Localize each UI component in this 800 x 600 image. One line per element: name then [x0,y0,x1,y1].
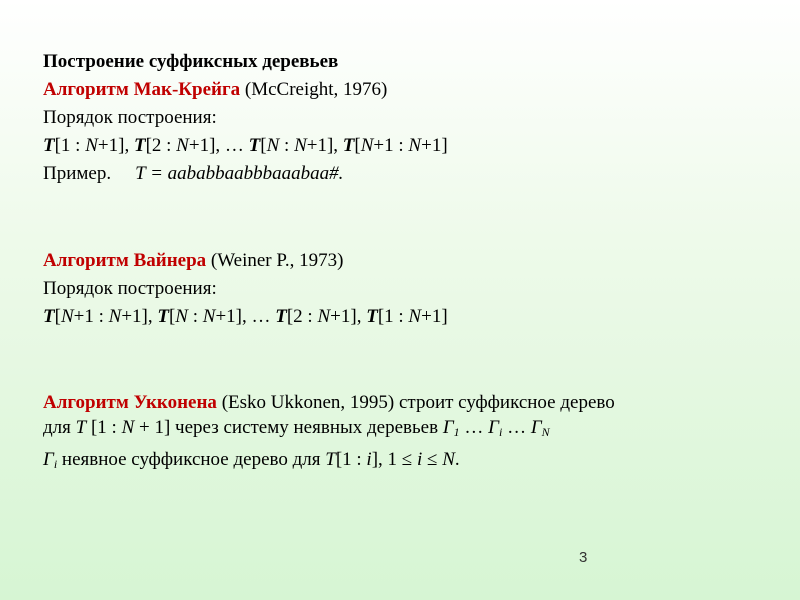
example-label: Пример. [43,163,112,184]
seq-token: [1 : [54,135,86,156]
text-token: N [121,417,135,438]
text-token: i [416,449,423,470]
seq-token: N [408,306,422,327]
mccreight-name: Алгоритм Мак-Крейга [43,79,241,100]
text-token: Г [488,417,499,438]
weiner-name: Алгоритм Вайнера [43,250,207,271]
mccreight-sequence [43,134,448,158]
seq-token: +1], [97,135,134,156]
seq-token: N [317,306,331,327]
subscript: i [498,425,503,439]
text-token: для [43,417,76,438]
mccreight-example [43,162,343,186]
text-token: [1 : [335,449,367,470]
ukkonen-ref: (Esko Ukkonen, 1995) строит суффиксное дерево [216,392,615,413]
seq-token: T [248,135,261,156]
seq-token: +1], [330,306,367,327]
seq-token: [2 : [145,135,177,156]
weiner-sequence [43,305,448,329]
text-token: N [442,449,455,470]
ukkonen-heading [43,391,615,415]
slide-title: Построение суффиксных деревьев [43,51,339,72]
text-token: … [502,417,531,438]
text-token: i [366,449,372,470]
seq-token: +1], … [215,306,276,327]
seq-token: T [43,135,55,156]
seq-token: [ [168,306,176,327]
weiner-order-label: Порядок построения: [43,278,217,299]
example-eq: = [145,163,168,184]
text-token: … [459,417,489,438]
weiner-heading [43,249,343,273]
seq-token: N [266,135,280,156]
text-token: ≤ [422,449,443,470]
seq-token: : [187,306,203,327]
seq-token: N [408,135,422,156]
text-token: ], 1 ≤ [371,449,417,470]
seq-token: N [176,135,189,156]
text-token: неявное суффиксное дерево для [61,449,326,470]
seq-token: T [366,306,378,327]
seq-token: T [342,135,355,156]
seq-token: T [133,135,146,156]
seq-token: N [360,135,374,156]
mccreight-heading [43,78,387,102]
subscript: i [53,457,58,471]
seq-token: [1 : [377,306,409,327]
ukkonen-line-2 [43,416,550,444]
text-token: Г [442,417,454,438]
text-token: [1 : [86,417,122,438]
seq-token: +1] [421,306,448,327]
seq-token: N [175,306,188,327]
text-token: + 1] через систему неявных деревьев [134,417,443,438]
seq-token: +1 : [73,306,109,327]
page-number: 3 [579,549,588,566]
text-token: T [325,449,336,470]
seq-token: T [157,306,169,327]
text-token: T [75,417,87,438]
seq-token: N [108,306,122,327]
seq-token: +1 : [373,135,409,156]
seq-token: +1], [121,306,158,327]
weiner-ref: (Weiner P., 1973) [206,250,344,271]
seq-token: +1], [306,135,343,156]
mccreight-ref: (McCreight, 1976) [240,79,388,100]
text-token: Г [43,449,54,470]
text-token: . [454,449,460,470]
example-value: aababbaabbbaaabaa#. [167,163,344,184]
seq-token: : [279,135,295,156]
mccreight-order-label: Порядок построения: [43,107,217,128]
seq-token: +1] [421,135,448,156]
seq-token: T [275,306,287,327]
subscript: 1 [453,425,460,439]
ukkonen-name: Алгоритм Укконена [43,392,217,413]
subscript: N [541,425,550,439]
seq-token: N [294,135,307,156]
seq-token: [2 : [286,306,318,327]
seq-token: N [202,306,216,327]
seq-token: T [43,306,55,327]
seq-token: +1], … [188,135,249,156]
seq-token: N [60,306,74,327]
ukkonen-line-3 [43,447,460,476]
seq-token: [ [354,135,361,156]
seq-token: N [85,135,98,156]
example-var: T [135,163,146,184]
seq-token: [ [54,306,61,327]
text-token: Г [530,417,542,438]
seq-token: [ [260,135,267,156]
